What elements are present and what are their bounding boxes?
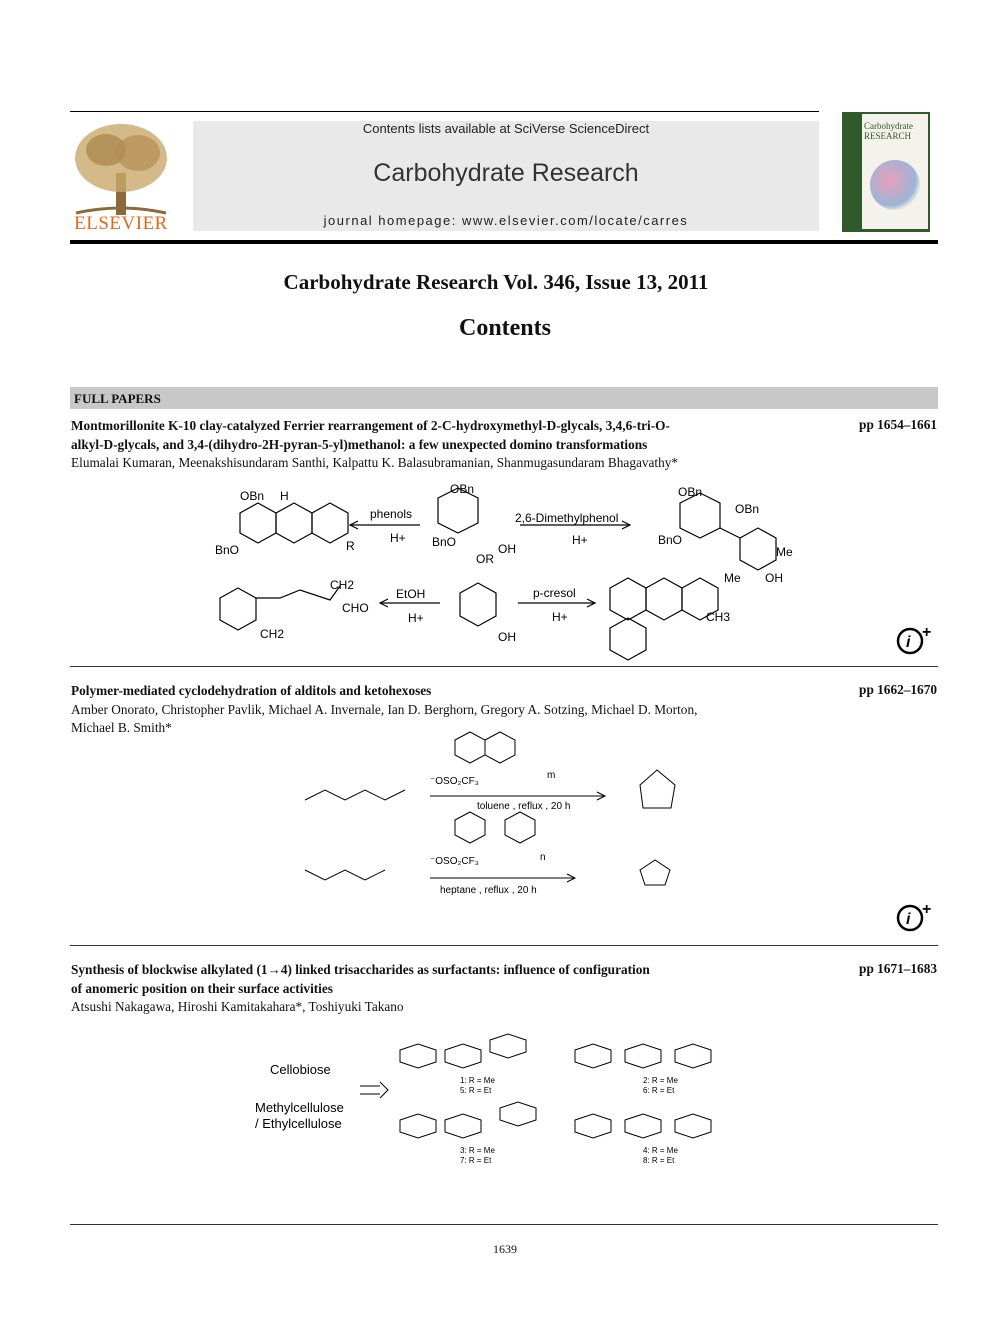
svg-text:i: i [906,911,911,928]
graphical-abstract-1 [200,478,810,663]
svg-text:+: + [922,902,932,918]
journal-cover [842,112,930,232]
section-heading [70,387,938,409]
compound-5: 5: R = Et [460,1086,492,1095]
counterion-2: ⁻OSO₂CF₃ [430,856,479,867]
label-cellobiose: Cellobiose [270,1062,331,1077]
journal-header-box [193,121,819,231]
label-ch2: CH2 [330,578,355,592]
journal-title: Carbohydrate Research [373,159,639,187]
sciencedirect-line: Contents lists available at SciVerse ScienceDirect [362,121,650,136]
compound-2: 2: R = Me [643,1076,678,1085]
info-plus-icon[interactable] [896,902,936,934]
label-obn-4: OBn [735,502,760,516]
article-pages: pp 1662–1670 [859,682,937,697]
reagent-phenols: phenols [370,507,413,521]
label-h: H [280,489,289,503]
label-obn: OBn [240,489,265,503]
graphical-abstract-2 [295,730,725,910]
article-authors: Elumalai Kumaran, Meenakshisundaram Santhi, Kalpattu K. Balasubramanian, Shanmugasundaram Bhagavathy* [71,455,679,470]
label-obn-2: OBn [450,482,475,496]
cover-image-icon [870,160,920,210]
reagent-pcresol: p-cresol [533,586,576,600]
reagent-etoh: EtOH [396,587,426,601]
compound-6: 6: R = Et [643,1086,675,1095]
article-title-line[interactable]: Montmorillonite K-10 clay-catalyzed Ferrier rearrangement of 2-C-hydroxymethyl-D-glycals, 3,4,6-tri-O- [71,418,670,433]
label-oh-3: OH [498,630,516,644]
label-oh: OH [498,542,516,556]
label-oh-2: OH [765,571,783,585]
label-ch3: CH3 [706,610,731,624]
info-plus-icon[interactable] [896,625,936,657]
svg-text:i: i [906,634,911,651]
label-me-2: Me [724,571,741,585]
journal-homepage[interactable]: journal homepage: www.elsevier.com/locate/carres [323,213,689,228]
elsevier-logo [66,118,176,234]
reagent-dmp: 2,6-Dimethylphenol [515,511,619,525]
article-title[interactable]: Polymer-mediated cyclodehydration of alditols and ketohexoses [71,683,432,698]
graphical-abstract-3 [250,1020,770,1175]
article-title[interactable] [71,960,650,998]
article-authors: Atsushi Nakagawa, Hiroshi Kamitakahara*, Toshiyuki Takano [71,999,404,1014]
condition-1: toluene , reflux , 20 h [477,801,571,812]
label-r: R [346,539,355,553]
page-number: 1639 [493,1242,517,1256]
article-title[interactable] [71,416,670,454]
label-me: Me [776,545,793,559]
cover-title: Carbohydrate [864,121,913,131]
label-ethylcellulose: / Ethylcellulose [255,1116,342,1131]
reagent-hplus: H+ [390,531,406,545]
label-obn-3: OBn [678,485,703,499]
compound-4: 4: R = Me [643,1146,678,1155]
reagent-hplus-4: H+ [552,610,568,624]
label-methylcellulose: Methylcellulose [255,1100,344,1115]
compound-7: 7: R = Et [460,1156,492,1165]
label-bno: BnO [215,543,240,557]
article-title-line[interactable]: Synthesis of blockwise alkylated (1→4) linked trisaccharides as surfactants: influence of configuration [71,962,650,977]
cover-title-2: RESEARCH [864,131,912,141]
authors-line: Michael B. Smith* [71,720,172,735]
compound-1: 1: R = Me [460,1076,495,1085]
condition-2: heptane , reflux , 20 h [440,885,537,896]
publisher-name: ELSEVIER [74,213,168,234]
article-pages: pp 1671–1683 [859,961,937,976]
label-ch2-2: CH2 [260,627,285,641]
compound-8: 8: R = Et [643,1156,675,1165]
section-label: FULL PAPERS [74,391,161,406]
authors-line: Amber Onorato, Christopher Pavlik, Michael A. Invernale, Ian D. Berghorn, Gregory A. Sotzing, Michael D. Morton, [71,702,698,717]
svg-text:+: + [922,625,932,641]
label-bno-2: BnO [432,535,457,549]
label-bno-3: BnO [658,533,683,547]
label-n: n [540,852,546,863]
compound-3: 3: R = Me [460,1146,495,1155]
label-m: m [547,770,556,781]
reagent-hplus-2: H+ [572,533,588,547]
volume-title: Carbohydrate Research Vol. 346, Issue 13, 2011 [283,270,709,294]
page-title: Contents [458,315,551,341]
label-or: OR [476,552,494,566]
counterion: ⁻OSO₂CF₃ [430,776,479,787]
article-title-line[interactable]: of anomeric position on their surface activities [71,981,333,996]
article-title-line[interactable]: alkyl-D-glycals, and 3,4-(dihydro-2H-pyran-5-yl)methanol: a few unexpected domino transformations [71,437,648,452]
article-pages: pp 1654–1661 [859,417,937,432]
label-cho: CHO [342,601,369,615]
reagent-hplus-3: H+ [408,611,424,625]
